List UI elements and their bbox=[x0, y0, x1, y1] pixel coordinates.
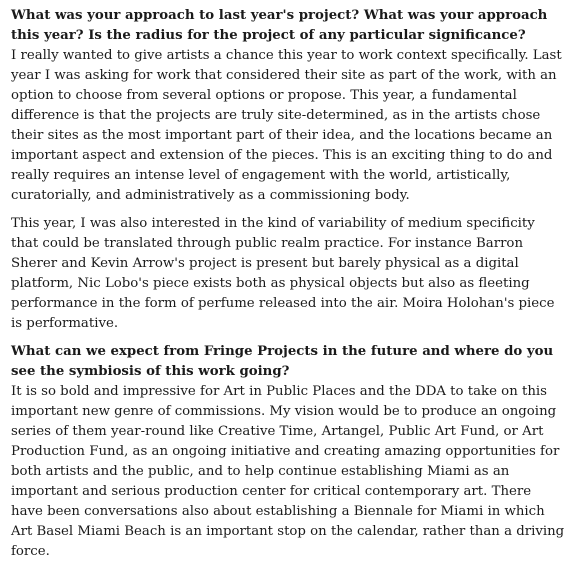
answer-paragraph-3: It is so bold and impressive for Art in Public Places and the DDA to take on this important new genre of commissions. My vision would be to produce an ongoing series of them year-round like Creative Time, Artangel, Public Art Fund, or Art Production Fund, as an ongoing initiative and creating amazing opportunities for both artists and the public, and to help continue establishing Miami as an important and serious production center for critical contemporary art. There have been conversations also about establishing a Biennale for Miami in which Art Basel Miami Beach is an important stop on the calendar, rather than a driving force. bbox=[11, 384, 565, 559]
interview-question-2: What can we expect from Fringe Projects in the future and where do you see the symbiosis of this work going? bbox=[11, 344, 554, 379]
answer-paragraph-2: This year, I was also interested in the kind of variability of medium specificity that could be translated through public realm practice. For instance Barron Sherer and Kevin Arrow's project is present but barely physical as a digital platform, Nic Lobo's piece exists both as physical objects but also as fleeting performance in the form of perfume released into the air. Moira Holohan's piece is performative. bbox=[11, 216, 555, 331]
answer-paragraph-1: I really wanted to give artists a chance this year to work context specifically. Last year I was asking for work that considered their site as part of the work, with an option to choose from several options or propose. This year, a fundamental difference is that the projects are truly site-determined, as in the artists chose their sites as the most important part of their idea, and the locations became an important aspect and extension of the pieces. This is an exciting thing to do and really requires an intense level of engagement with the world, artistically, curatorially, and administratively as a commissioning body. bbox=[11, 48, 562, 203]
interview-question-1: What was your approach to last year's project? What was your approach this year? Is the radius for the project of any particular significance? bbox=[11, 8, 548, 43]
